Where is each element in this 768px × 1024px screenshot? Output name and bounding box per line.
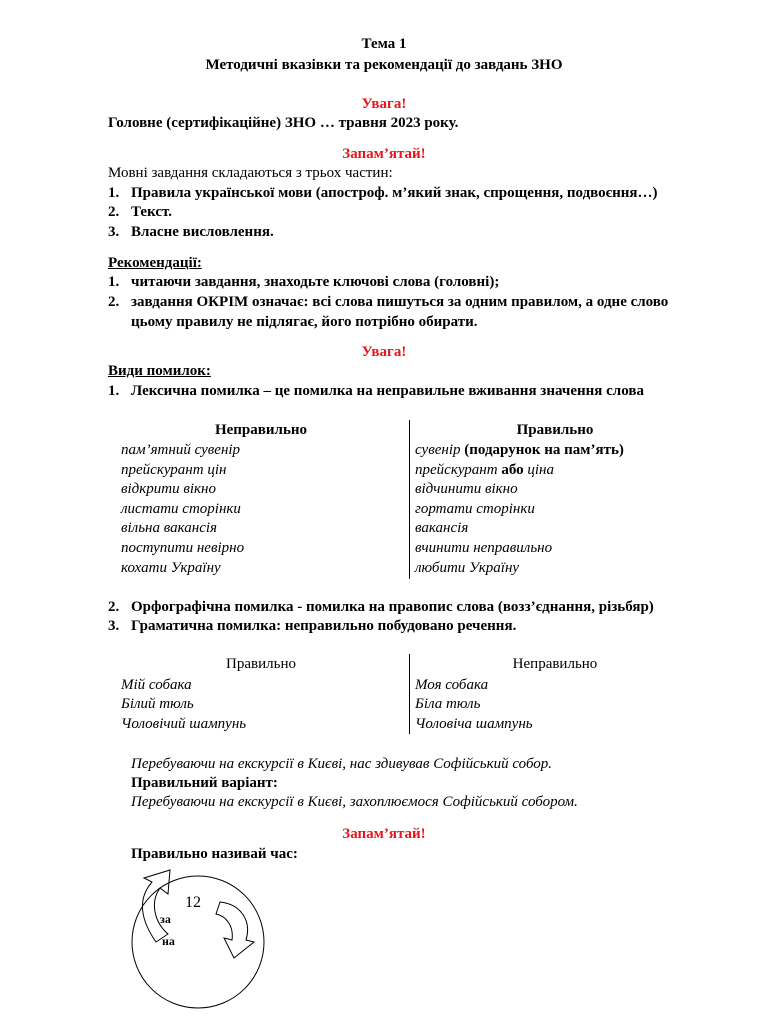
list-number: 1. [108,185,120,201]
correct-word: прейскурант [415,462,498,478]
correct-word: сувенір [415,442,461,458]
table1-correct-cell: любити Україну [415,560,520,576]
recommendations-title: Рекомендації: [108,255,202,271]
table2-correct-cell: Мій собака [121,677,192,693]
example-correct-label: Правильний варіант: [131,775,278,791]
lexical-error-item: Лексична помилка – це помилка на неправильне вживання значення слова [131,383,644,399]
list-item: Текст. [131,204,173,220]
list-number: 2. [108,204,120,220]
clockwise-arrow-icon [216,902,254,958]
example-correct-sentence: Перебуваючи на екскурсії в Києві, захоплюємося Софійський собором. [131,794,578,810]
counterclockwise-arrow-icon [142,870,170,942]
exam-date-line: Головне (сертифікаційне) ЗНО … травня 2023 року. [108,115,459,131]
list-item-continuation: цьому правилу не підлягає, його потрібно обирати. [131,314,478,330]
list-number: 3. [108,224,120,240]
clock-word-na: на [162,934,175,948]
table1-wrong-cell: поступити невірно [121,540,245,556]
table2-left-header: Правильно [226,656,296,672]
table2-wrong-cell: Моя собака [415,677,489,693]
table1-wrong-cell: кохати Україну [121,560,221,576]
table1-left-header: Неправильно [214,422,308,438]
list-item: Правила української мови (апостроф. м’який знак, спрощення, подвоєння…) [131,185,658,201]
example-wrong-sentence: Перебуваючи на екскурсії в Києві, нас здивував Софійський собор. [131,756,553,772]
clock-word-za: за [160,912,171,926]
page-title: Методичні вказівки та рекомендації до завдань ЗНО [205,57,563,73]
table2-wrong-cell: Біла тюль [415,696,481,712]
list-item: читаючи завдання, знаходьте ключові слова (головні); [131,274,500,290]
table1-wrong-cell: пам’ятний сувенір [121,442,241,458]
remember-heading-2: Запам’ятай! [342,826,426,842]
table1-correct-cell [415,461,554,481]
list-item: Власне висловлення. [131,224,274,240]
table2-right-header: Неправильно [512,656,598,672]
table2-wrong-cell: Чоловіча шампунь [415,716,533,732]
list-number: 1. [108,274,120,290]
notice-heading-1: Увага! [361,96,407,112]
table2-divider [409,654,410,734]
time-heading: Правильно називай час: [131,846,298,862]
table1-correct-cell: вакансія [415,520,469,536]
list-number: 2. [108,599,120,615]
remember-heading-1: Запам’ятай! [342,146,426,162]
table1-wrong-cell: листати сторінки [121,501,241,517]
clock-diagram [122,862,282,1024]
correct-conjunction: або [497,462,528,478]
correct-word-alt: ціна [527,462,554,478]
topic-heading: Тема 1 [361,36,407,52]
grammar-error-item: Граматична помилка: неправильно побудовано речення. [131,618,517,634]
list-item: завдання ОКРІМ означає: всі слова пишуться за одним правилом, а одне слово [131,294,669,310]
table1-right-header: Правильно [516,422,594,438]
notice-heading-2: Увага! [361,344,407,360]
table1-correct-cell [415,441,624,461]
correct-note: (подарунок на пам’ять) [460,442,624,458]
parts-intro: Мовні завдання складаються з трьох частин: [108,165,393,181]
table1-wrong-cell: вільна вакансія [121,520,218,536]
table1-correct-cell: гортати сторінки [415,501,535,517]
table2-correct-cell: Білий тюль [121,696,194,712]
table1-wrong-cell: прейскурант цін [121,462,227,478]
clock-number: 12 [185,894,201,911]
table1-correct-cell: вчинити неправильно [415,540,553,556]
table1-wrong-cell: відкрити вікно [121,481,217,497]
list-number: 1. [108,383,120,399]
table1-divider [409,420,410,579]
table2-correct-cell: Чоловічий шампунь [121,716,247,732]
errors-title: Види помилок: [108,363,211,379]
list-number: 3. [108,618,120,634]
spelling-error-item: Орфографічна помилка - помилка на правопис слова (возз’єднання, різьбяр) [131,599,654,615]
table1-correct-cell: відчинити вікно [415,481,518,497]
list-number: 2. [108,294,120,310]
